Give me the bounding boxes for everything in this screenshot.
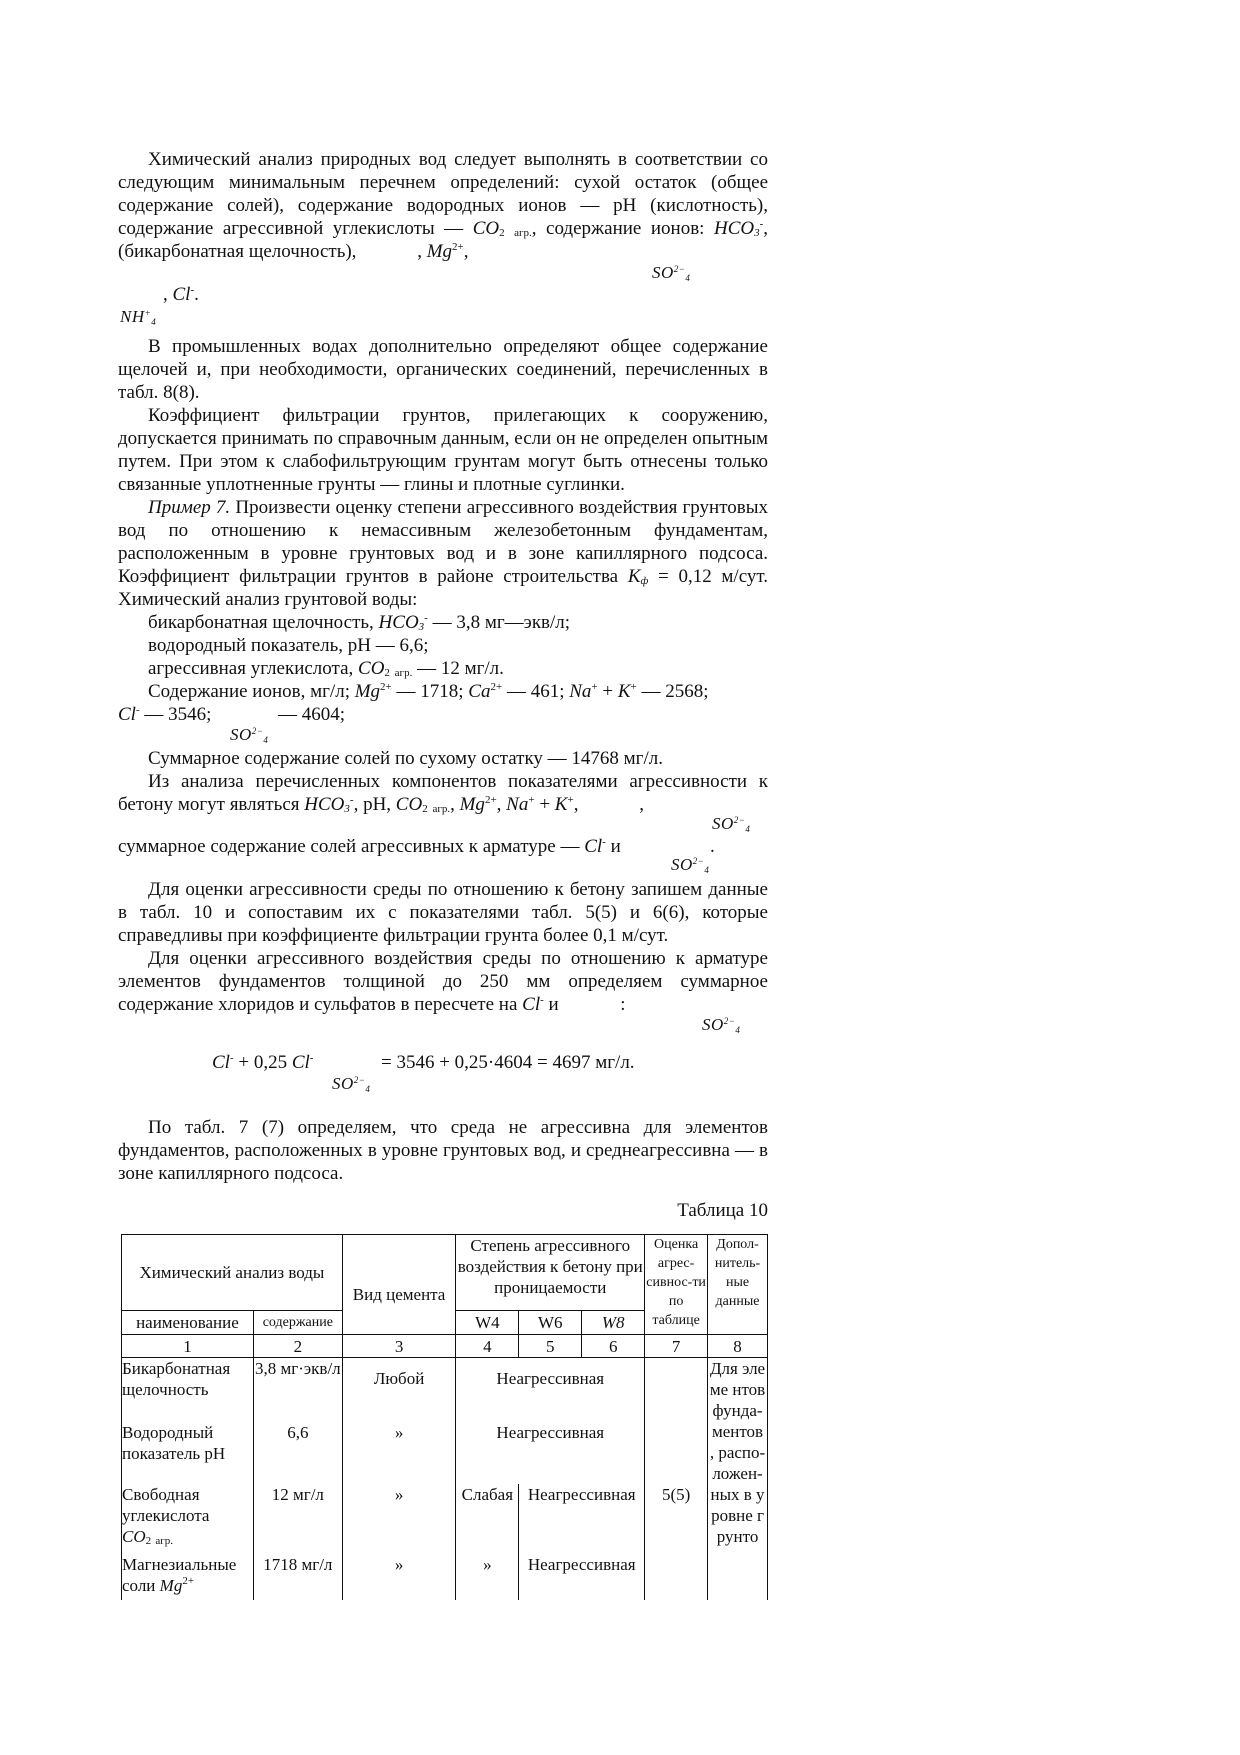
row-degree: Неагрессивная xyxy=(456,1358,645,1422)
row-degree: Неагрессивная xyxy=(519,1554,645,1600)
row-cement: » xyxy=(342,1554,456,1600)
row-name: Свободная углекислота $CO_2$ $_{агр.}$ xyxy=(122,1484,254,1554)
header-cement-type: Вид цемента xyxy=(342,1235,456,1335)
col-num: 2 xyxy=(253,1335,342,1358)
table-row xyxy=(122,1422,768,1484)
row-value: 3,8 мг·экв/л xyxy=(253,1358,342,1422)
row-w4: Слабая xyxy=(456,1484,519,1554)
analysis-line-cl-so4: Cl- — 3546; — 4604; $SO^{2-}_4$ xyxy=(118,704,346,745)
row-value: 12 мг/л xyxy=(253,1484,342,1554)
table-row xyxy=(122,1554,768,1600)
column-numbers-row xyxy=(122,1335,768,1358)
paragraph-industrial-water: В промышленных водах дополнительно определяют общее содержание щелочей и, при необходимости, органических соединений, перечисленных в табл. 8(8). xyxy=(118,336,768,403)
row-name: Бикарбонатная щелочность xyxy=(122,1358,254,1422)
row-value: 1718 мг/л xyxy=(253,1554,342,1600)
table-10-wrapper xyxy=(118,1222,768,1595)
header-evaluation: Оценка агрес-сивнос-ти по таблице xyxy=(645,1235,708,1335)
paragraph-conclusion: По табл. 7 (7) определяем, что среда не агрессивна для элементов фундаментов, расположенных в уровне грунтовых вод, и среднеагрессивна — в зоне капиллярного подсоса. xyxy=(118,1117,768,1184)
header-additional-data: Допол-нитель-ные данные xyxy=(708,1235,768,1335)
header-w6: W6 xyxy=(519,1311,582,1335)
col-num: 7 xyxy=(645,1335,708,1358)
paragraph-filtration: Коэффициент фильтрации грунтов, прилегающих к сооружению, допускается принимать по справочным данным, если он не определен опытным путем. При этом к слабофильтрующим грунтам могут быть отнесены только связанные уплотненные грунты — глины и плотные суглинки. xyxy=(118,405,768,495)
analysis-line-ph: водородный показатель, pH — 6,6; xyxy=(148,635,429,656)
table-row xyxy=(122,1358,768,1422)
analysis-line-bicarbonate: бикарбонатная щелочность, $HCO_3^-$ — 3,8 мг—экв/л; xyxy=(148,612,571,633)
col-num: 6 xyxy=(582,1335,645,1358)
row-degree: Неагрессивная xyxy=(456,1422,645,1484)
nh4-formula: $NH^+_4$ xyxy=(120,307,157,327)
col-num: 5 xyxy=(519,1335,582,1358)
row-cement: » xyxy=(342,1422,456,1484)
document-page xyxy=(118,148,769,1595)
table-caption: Таблица 10 xyxy=(677,1200,768,1221)
header-w4: W4 xyxy=(456,1311,519,1335)
paragraph-concrete-assessment: Для оценки агрессивности среды по отношению к бетону запишем данные в табл. 10 и сопоставим их с показателями табл. 5(5) и 6(6), которые справедливы при коэффициенте фильтрации грунта более 0,1 м/сут. xyxy=(118,879,768,946)
row-w4: » xyxy=(456,1554,519,1600)
paragraph-chemical-analysis: Химический анализ природных вод следует выполнять в соответствии со следующим минимальным перечнем определений: сухой остаток (общее содержание солей), содержание водородных ионов — pH (кислотность), содержание агрессивной углекислоты — $CO_2$ $_{агр.}$, содержание ионов: $HCO_3^-$, (бикарбонатная щелочность), , $Mg^{2+}$, xyxy=(118,149,769,262)
col-num: 1 xyxy=(122,1335,254,1358)
paragraph-dry-residue: Суммарное содержание солей по сухому остатку — 14768 мг/л. xyxy=(148,748,663,769)
formula-row-ions xyxy=(118,263,768,327)
so4-formula: $SO^{2-}_4$ xyxy=(652,263,691,283)
col-num: 4 xyxy=(456,1335,519,1358)
so4-row: $SO^{2-}_4$ xyxy=(702,1015,741,1035)
col-num: 3 xyxy=(342,1335,456,1358)
header-aggression-degree: Степень агрессивного воздействия к бетону при проницаемости xyxy=(456,1235,645,1311)
header-chemical-analysis: Химический анализ воды xyxy=(122,1235,343,1311)
row-evaluation: 5(5) xyxy=(645,1484,708,1554)
analysis-line-co2: агрессивная углекислота, $CO_2$ $_{агр.}$ — 12 мг/л. xyxy=(148,658,504,679)
row-name: Водородный показатель pH xyxy=(122,1422,254,1484)
formula-chlorides-sulfates: Cl- + 0,25 Cl- = 3546 + 0,25·4604 = 4697 мг/л. $SO^{2-}_4$ xyxy=(212,1052,635,1094)
row-name: Магнезиальные соли $Mg^{2+}$ xyxy=(122,1554,254,1600)
header-content: содержание xyxy=(253,1311,342,1335)
paragraph-indicators: Из анализа перечисленных компонентов показателями агрессивности к бетону могут являться $HCO_3^-$, pH, $CO_2$ $_{агр.}$, $Mg^{2+}$, Na+ + K+, , xyxy=(118,771,768,815)
table-row xyxy=(122,1484,768,1554)
row-cement: » xyxy=(342,1484,456,1554)
header-name: наименование xyxy=(122,1311,254,1335)
paragraph-example: Пример 7. Произвести оценку степени агрессивного воздействия грунтовых вод по отношению к немассивным железобетонным фундаментам, расположенным в уровне грунтовых вод и в зоне капиллярного подсоса. Коэффициент фильтрации грунтов в районе строительства $K_ф = 0,12$ м/сут. Химический анализ грунтовой воды: xyxy=(118,497,769,610)
header-w8: W8 xyxy=(582,1311,645,1335)
row-cement: Любой xyxy=(342,1358,456,1422)
paragraph-reinforcement-assessment: Для оценки агрессивного воздействия среды по отношению к арматуре элементов фундаментов толщиной до 250 мм определяем суммарное содержание хлоридов и сульфатов в пересчете на Cl- и : xyxy=(118,948,768,1015)
chloride-ion: , Cl-. xyxy=(163,284,199,305)
row-degree: Неагрессивная xyxy=(519,1484,645,1554)
analysis-line-ions: Содержание ионов, мг/л; $Mg^{2+}$ — 1718; $Ca^{2+}$ — 461; Na+ + K+ — 2568; xyxy=(148,681,709,702)
row-value: 6,6 xyxy=(253,1422,342,1484)
col-num: 8 xyxy=(708,1335,768,1358)
row-extra: Для элеме нтов фунда-ментов , распо-ложен-ных в уровне грунто xyxy=(708,1358,768,1600)
indicators-formula-row: $SO^{2-}_4$ суммарное содержание солей агрессивных к арматуре — Cl- и . $SO^{2-}_4$ xyxy=(118,814,751,875)
table-10 xyxy=(121,1234,768,1600)
